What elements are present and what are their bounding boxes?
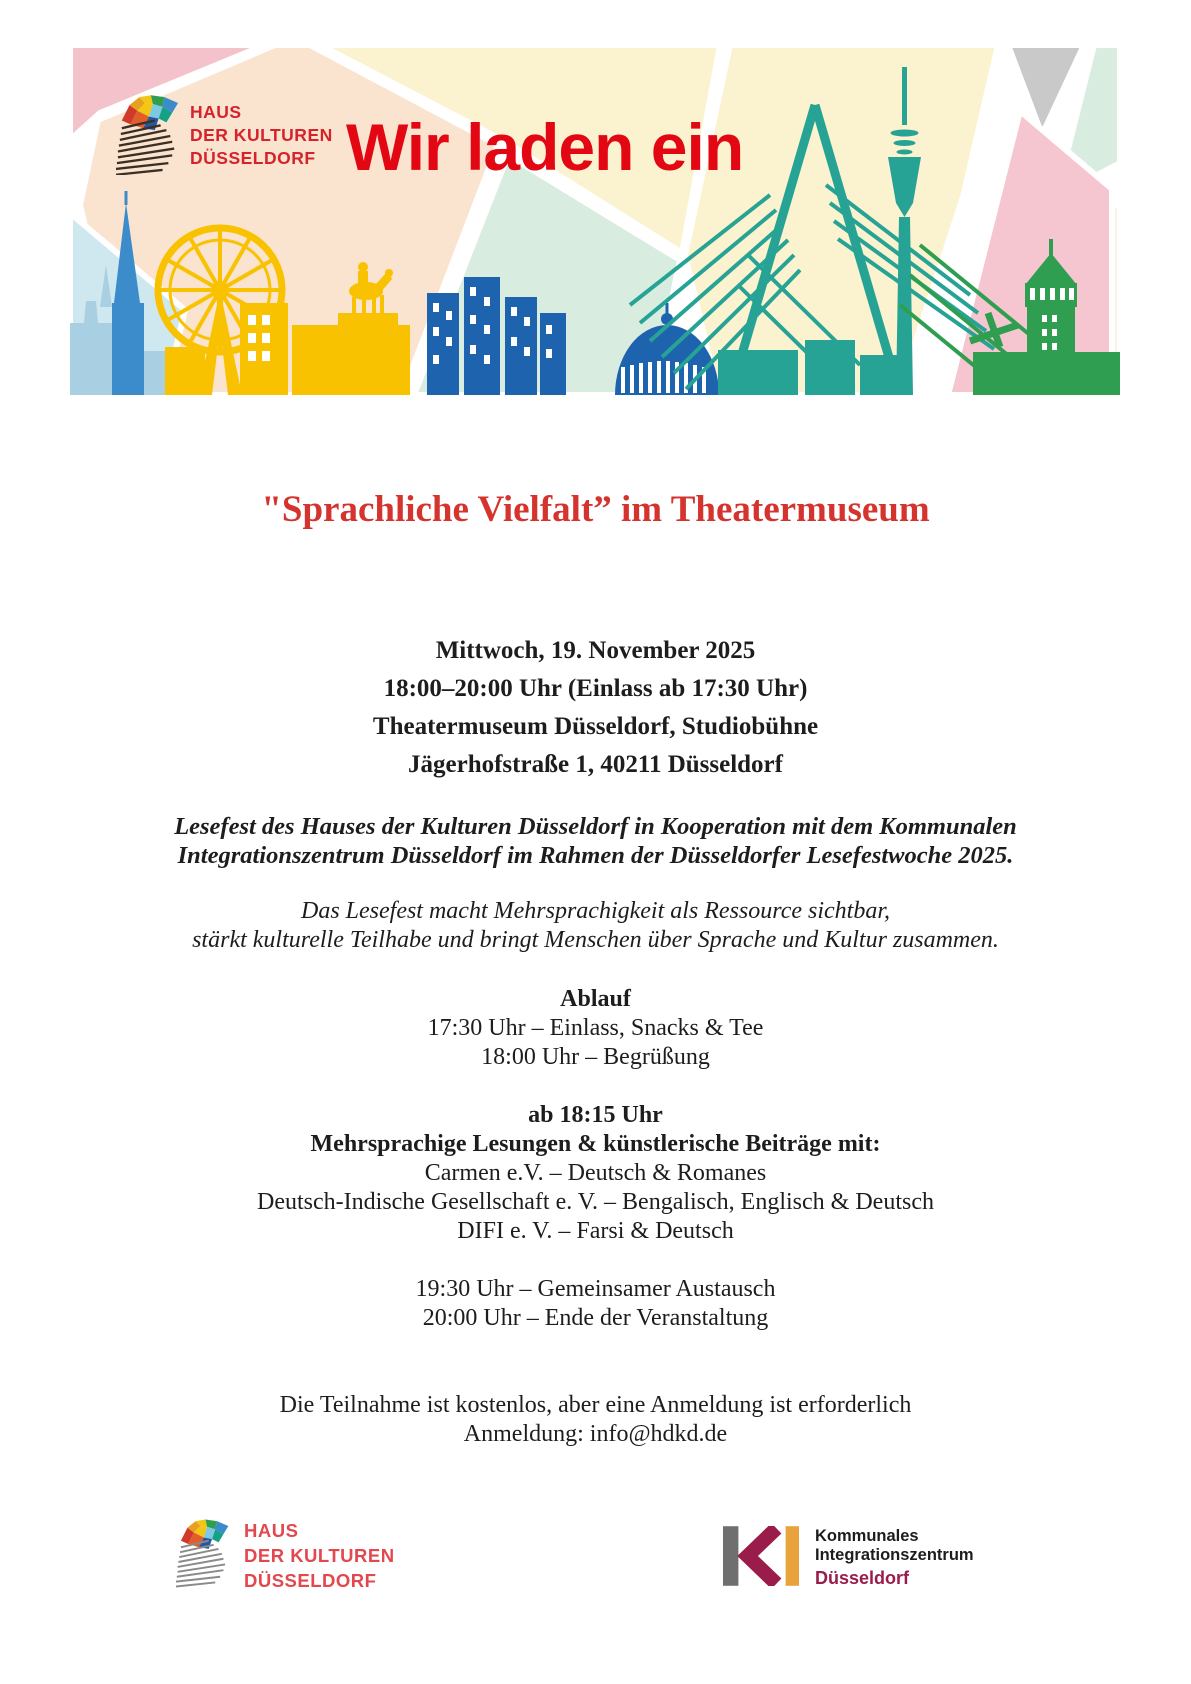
readings-heading: Mehrsprachige Lesungen & künstlerische Beiträge mit: (310, 1131, 881, 1157)
page-title: "Sprachliche Vielfalt” im Theatermuseum (261, 489, 930, 530)
ki-logo-line: Integrationszentrum (815, 1546, 974, 1564)
intro-line: Integrationszentrum Düsseldorf im Rahmen der Düsseldorfer Lesefestwoche 2025. (177, 842, 1014, 869)
intro-line: Lesefest des Hauses der Kulturen Düsseldorf in Kooperation mit dem Kommunalen (174, 813, 1017, 840)
event-details (0, 632, 1191, 784)
ki-monogram-icon (723, 1526, 799, 1586)
event-date: Mittwoch, 19. November 2025 (435, 637, 756, 664)
hdk-logo-footer (176, 1516, 395, 1593)
closing-item: 20:00 Uhr – Ende der Veranstaltung (422, 1305, 769, 1331)
registration-note: Die Teilnahme ist kostenlos, aber eine Anmeldung ist erforderlich (279, 1392, 912, 1418)
registration-section (0, 1391, 1191, 1449)
description-line: stärkt kulturelle Teilhabe und bringt Menschen über Sprache und Kultur zusammen. (192, 927, 999, 953)
readings-item: DIFI e. V. – Farsi & Deutsch (457, 1218, 734, 1244)
banner-headline: Wir laden ein (346, 110, 744, 184)
readings-time: ab 18:15 Uhr (528, 1102, 663, 1128)
hdk-logo-line: DÜSSELDORF (190, 148, 316, 168)
ki-logo-city: Düsseldorf (815, 1568, 910, 1588)
ki-logo-text (815, 1526, 974, 1591)
closing-item: 19:30 Uhr – Gemeinsamer Austausch (415, 1276, 776, 1302)
hdk-logo-line: DÜSSELDORF (244, 1570, 377, 1591)
event-venue: Theatermuseum Düsseldorf, Studiobühne (372, 713, 819, 740)
schedule-item: 18:00 Uhr – Begrüßung (481, 1044, 710, 1070)
hdk-logo-header (116, 95, 333, 175)
hdk-mosaic-icon (116, 95, 180, 175)
description-paragraph (0, 897, 1191, 955)
hdk-logo-text (244, 1516, 395, 1593)
event-time: 18:00–20:00 Uhr (Einlass ab 17:30 Uhr) (383, 675, 808, 702)
readings-section (0, 1101, 1191, 1246)
ki-logo (723, 1526, 974, 1591)
closing-section (0, 1275, 1191, 1333)
hdk-logo-text (190, 95, 333, 170)
ki-logo-line: Kommunales (815, 1527, 919, 1545)
readings-item: Carmen e.V. – Deutsch & Romanes (424, 1160, 767, 1186)
registration-email: Anmeldung: info@hdkd.de (463, 1421, 728, 1447)
schedule-heading: Ablauf (560, 986, 631, 1012)
description-line: Das Lesefest macht Mehrsprachigkeit als Ressource sichtbar, (300, 898, 891, 924)
hdk-logo-line: DER KULTUREN (244, 1545, 395, 1566)
schedule-section (0, 985, 1191, 1072)
schedule-item: 17:30 Uhr – Einlass, Snacks & Tee (427, 1015, 764, 1041)
hdk-logo-line: HAUS (190, 102, 242, 122)
hdk-logo-line: DER KULTUREN (190, 125, 333, 145)
hdk-logo-line: HAUS (244, 1520, 299, 1541)
intro-paragraph (0, 812, 1191, 870)
header-banner (70, 45, 1120, 395)
hdk-mosaic-icon (176, 1516, 230, 1590)
event-address: Jägerhofstraße 1, 40211 Düsseldorf (408, 751, 783, 778)
readings-item: Deutsch-Indische Gesellschaft e. V. – Bengalisch, Englisch & Deutsch (257, 1189, 934, 1215)
